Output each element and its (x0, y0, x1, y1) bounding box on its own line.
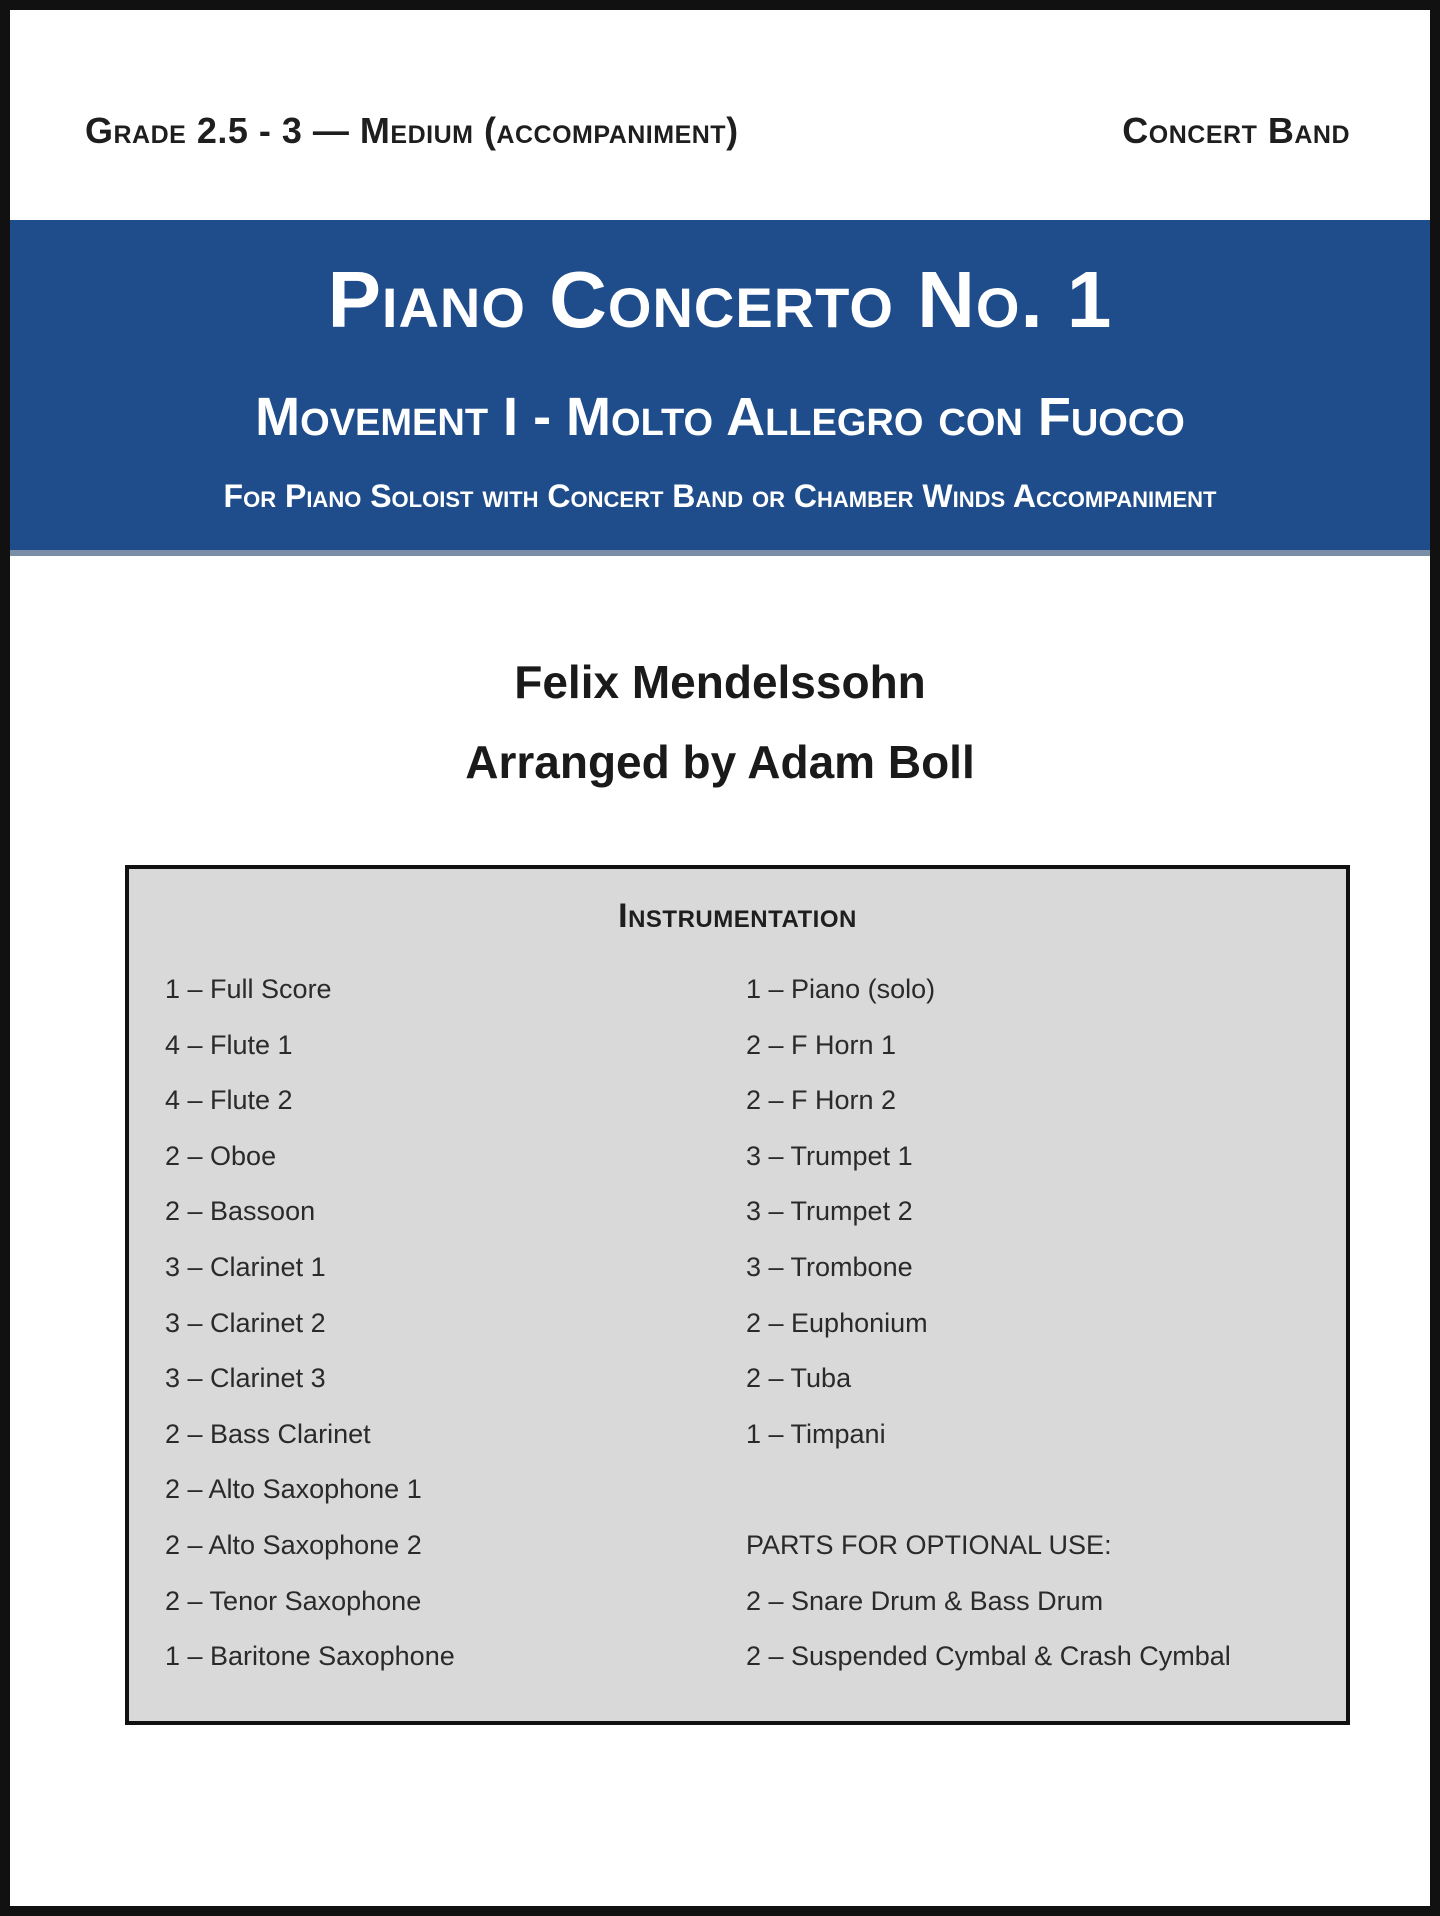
instrument-item: 3 – Trumpet 2 (746, 1196, 913, 1227)
instrument-item: 2 – Alto Saxophone 2 (165, 1529, 422, 1560)
header-row (10, 110, 1430, 160)
instrumentation-heading: Instrumentation (618, 897, 857, 935)
title-banner (10, 220, 1430, 556)
optional-instrument-item: 2 – Snare Drum & Bass Drum (746, 1585, 1104, 1616)
instrument-item: 3 – Clarinet 3 (165, 1363, 326, 1394)
instrument-item: 1 – Full Score (165, 974, 332, 1004)
arranger-name: Arranged by Adam Boll (465, 736, 975, 788)
instrument-item: 2 – Bassoon (165, 1196, 316, 1227)
piece-description: For Piano Soloist with Concert Band or Chamber Winds Accompaniment (223, 478, 1217, 514)
instrument-item: 1 – Piano (solo) (746, 974, 936, 1004)
instrument-item: 2 – Tenor Saxophone (165, 1585, 422, 1616)
instrument-item: 1 – Timpani (746, 1418, 886, 1449)
instrument-item: 2 – Oboe (165, 1140, 277, 1171)
instrument-item: 3 – Trumpet 1 (746, 1140, 913, 1171)
grade-label: Grade 2.5 - 3 — Medium (accompaniment) (85, 110, 739, 151)
instrument-item: 3 – Clarinet 1 (165, 1251, 326, 1282)
instrument-item: 4 – Flute 1 (165, 1029, 293, 1060)
piece-title: Piano Concerto No. 1 (327, 255, 1113, 344)
instrument-item: 2 – Euphonium (746, 1307, 928, 1338)
instrument-item: 3 – Clarinet 2 (165, 1307, 326, 1338)
optional-parts-heading: PARTS FOR OPTIONAL USE: (746, 1529, 1112, 1560)
ensemble-label: Concert Band (1122, 110, 1350, 151)
instrument-item: 2 – F Horn 2 (746, 1085, 897, 1116)
instrument-item: 2 – Alto Saxophone 1 (165, 1474, 422, 1505)
instrument-item: 4 – Flute 2 (165, 1085, 293, 1116)
composer-name: Felix Mendelssohn (514, 656, 926, 708)
spacer (746, 1476, 1231, 1532)
instrumentation-right-column (746, 976, 1231, 1699)
instrument-item: 3 – Trombone (746, 1251, 913, 1282)
movement-subtitle: Movement I - Molto Allegro con Fuoco (255, 387, 1185, 447)
instrument-item: 2 – Tuba (746, 1363, 852, 1394)
instrument-item: 1 – Baritone Saxophone (165, 1641, 455, 1672)
instrument-item: 2 – Bass Clarinet (165, 1418, 371, 1449)
instrumentation-left-column (165, 976, 455, 1699)
optional-instrument-item: 2 – Suspended Cymbal & Crash Cymbal (746, 1641, 1231, 1672)
instrumentation-box (125, 865, 1350, 1725)
instrument-item: 2 – F Horn 1 (746, 1029, 897, 1060)
